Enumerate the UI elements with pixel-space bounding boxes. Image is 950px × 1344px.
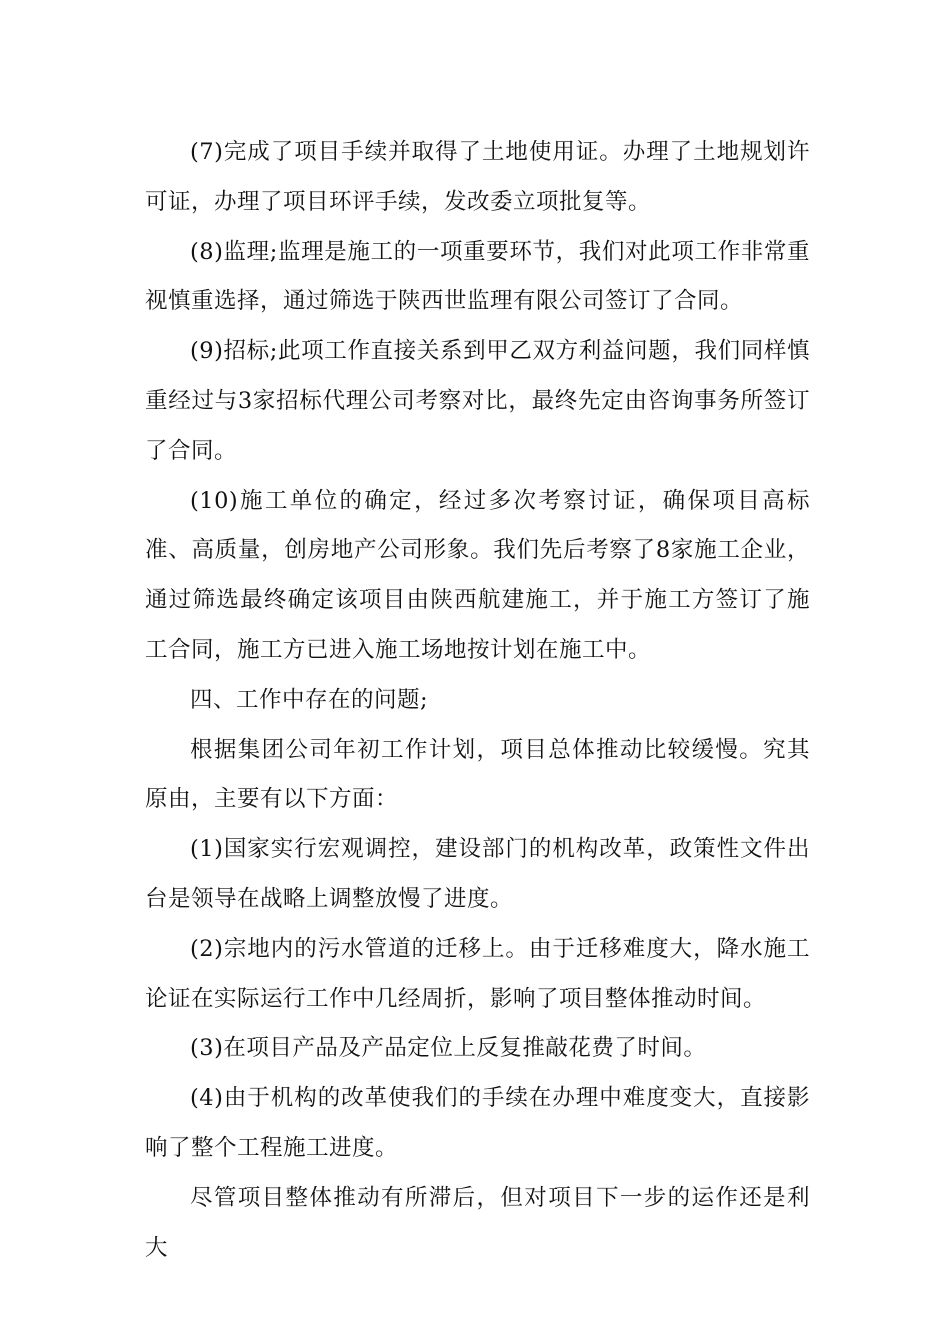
section-heading-problems: 四、工作中存在的问题; xyxy=(190,686,429,713)
paragraph-problem-2: (2)宗地内的污水管道的迁移上。由于迁移难度大，降水施工论证在实际运行工作中几经周折，影响了项目整体推动时间。 xyxy=(145,935,810,1012)
paragraph-problem-1: (1)国家实行宏观调控，建设部门的机构改革，政策性文件出台是领导在战略上调整放慢了进度。 xyxy=(145,836,810,912)
paragraph-problems-intro: 根据集团公司年初工作计划，项目总体推动比较缓慢。究其原由，主要有以下方面： xyxy=(145,736,810,813)
paragraph-problem-4: (4)由于机构的改革使我们的手续在办理中难度变大，直接影响了整个工程施工进度。 xyxy=(145,1085,810,1161)
paragraph-summary: 尽管项目整体推动有所滞后，但对项目下一步的运作还是利大 xyxy=(145,1184,810,1261)
paragraph-item-7-land-certificate: (7)完成了项目手续并取得了土地使用证。办理了土地规划许可证，办理了项目环评手续，发改委立项批复等。 xyxy=(145,139,810,215)
paragraph-item-9-tendering: (9)招标;此项工作直接关系到甲乙双方利益问题，我们同样慎重经过与3家招标代理公司考察对比，最终先定由咨询事务所签订了合同。 xyxy=(145,338,810,464)
paragraph-item-10-contractor: (10)施工单位的确定，经过多次考察讨证，确保项目高标准、高质量，创房地产公司形象。我们先后考察了8家施工企业，通过筛选最终确定该项目由陕西航建施工，并于施工方签订了施工合同，施工方已进入施工场地按计划在施工中。 xyxy=(145,487,810,663)
paragraph-problem-3: (3)在项目产品及产品定位上反复推敲花费了时间。 xyxy=(190,1035,707,1062)
paragraph-item-8-supervision: (8)监理;监理是施工的一项重要环节，我们对此项工作非常重视慎重选择，通过筛选于陕西世监理有限公司签订了合同。 xyxy=(145,238,810,315)
document-body xyxy=(145,128,810,1273)
